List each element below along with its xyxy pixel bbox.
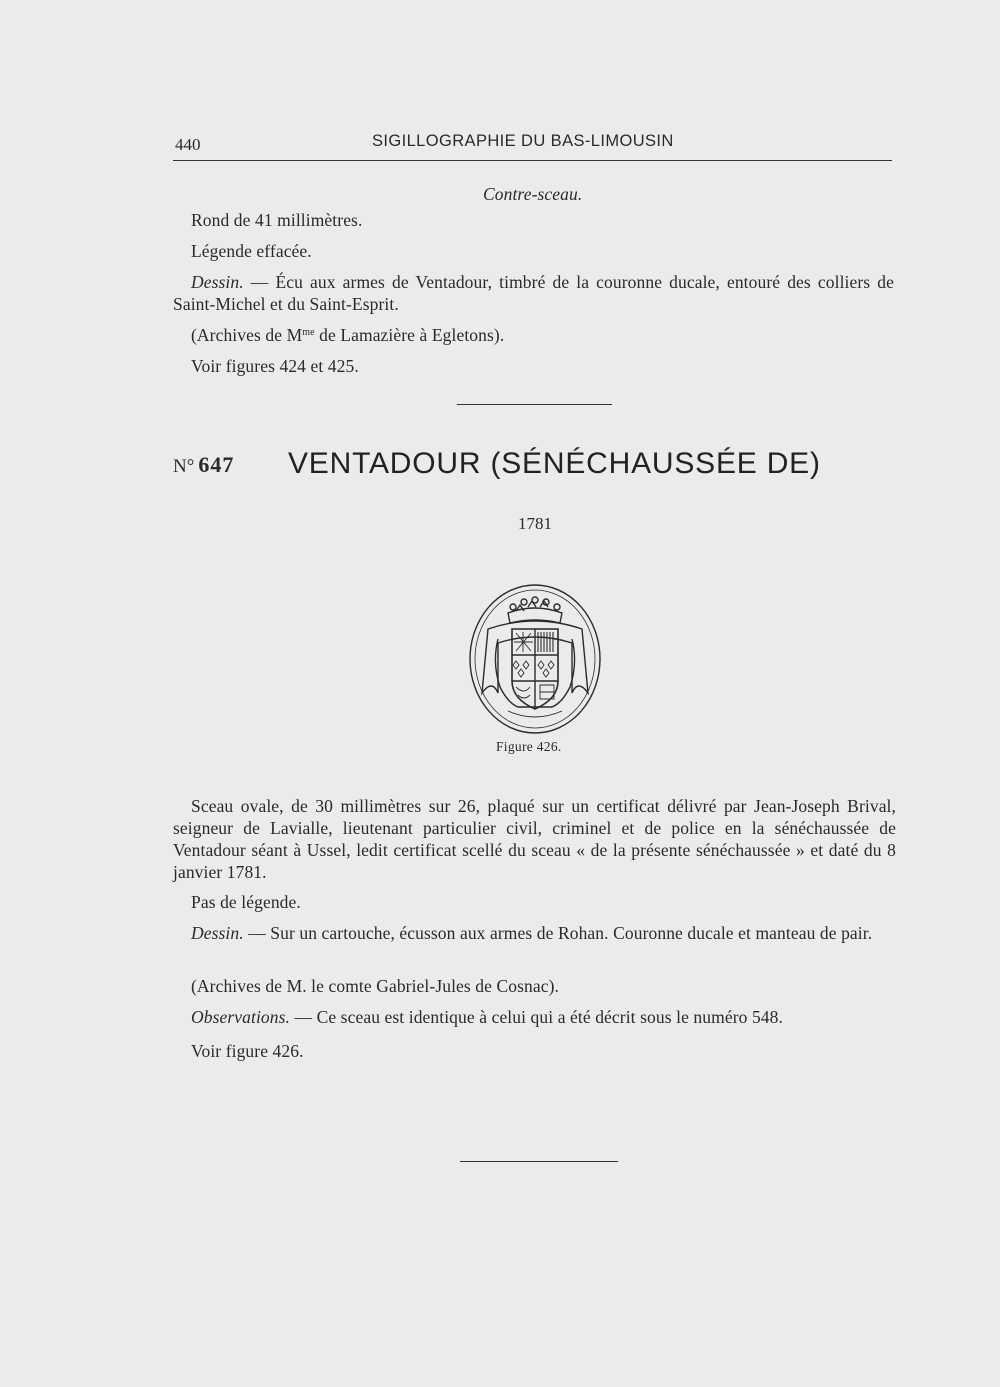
entry-number-value: 647 <box>198 452 235 477</box>
entry-number <box>173 452 234 478</box>
end-divider <box>460 1161 618 1162</box>
seal-observations <box>191 1006 783 1028</box>
counter-seal-size: Rond de 41 millimètres. <box>191 210 363 230</box>
seal-legend: Pas de légende. <box>191 892 301 912</box>
header-rule <box>173 160 892 161</box>
seal-figure-reference: Voir figure 426. <box>191 1041 304 1061</box>
page-number: 440 <box>175 135 201 154</box>
seal-drawing <box>173 922 896 944</box>
counter-seal-heading: Contre-sceau. <box>483 184 583 204</box>
counter-seal-archives <box>191 324 504 346</box>
counter-seal-drawing <box>173 271 894 315</box>
seal-drawing-label: Dessin. <box>191 923 244 943</box>
seal-archives: (Archives de M. le comte Gabriel-Jules de Cosnac). <box>191 976 560 996</box>
observations-label: Observations. <box>191 1007 291 1027</box>
archives-prefix: (Archives de M <box>191 325 303 345</box>
entry-year: 1781 <box>518 514 552 533</box>
running-title: SIGILLOGRAPHIE DU BAS-LIMOUSIN <box>372 132 674 150</box>
archives-superscript: me <box>302 327 315 338</box>
seal-description: Sceau ovale, de 30 millimètres sur 26, plaqué sur un certificat délivré par Jean-Joseph Brival, seigneur de Lavialle, lieutenant particulier civil, criminel et de police en la sénéchaussée de Ventadour séant à Ussel, ledit certificat scellé du sceau « de la présente sénéchaussée » et daté du 8 janvier 1781. <box>173 796 896 882</box>
figure-caption: Figure 426. <box>496 739 562 754</box>
counter-seal-figures: Voir figures 424 et 425. <box>191 356 359 376</box>
seal-figure <box>468 583 602 735</box>
observations-text: — Ce sceau est identique à celui qui a été décrit sous le numéro 548. <box>290 1007 783 1027</box>
counter-seal-legend: Légende effacée. <box>191 241 312 261</box>
rohan-shield <box>512 629 558 709</box>
entry-title: VENTADOUR (SÉNÉCHAUSSÉE DE) <box>288 447 821 480</box>
drawing-label: Dessin. <box>191 272 244 292</box>
seal-drawing-text: — Sur un cartouche, écusson aux armes de Rohan. Couronne ducale et manteau de pair. <box>243 923 873 943</box>
section-divider <box>457 404 612 405</box>
drawing-text: — Écu aux armes de Ventadour, timbré de la couronne ducale, entouré des colliers de Saint-Michel et du Saint-Esprit. <box>173 272 894 314</box>
ducal-crown <box>508 597 562 623</box>
archives-suffix: de Lamazière à Egletons). <box>314 325 505 345</box>
entry-number-prefix: N° <box>173 456 195 477</box>
